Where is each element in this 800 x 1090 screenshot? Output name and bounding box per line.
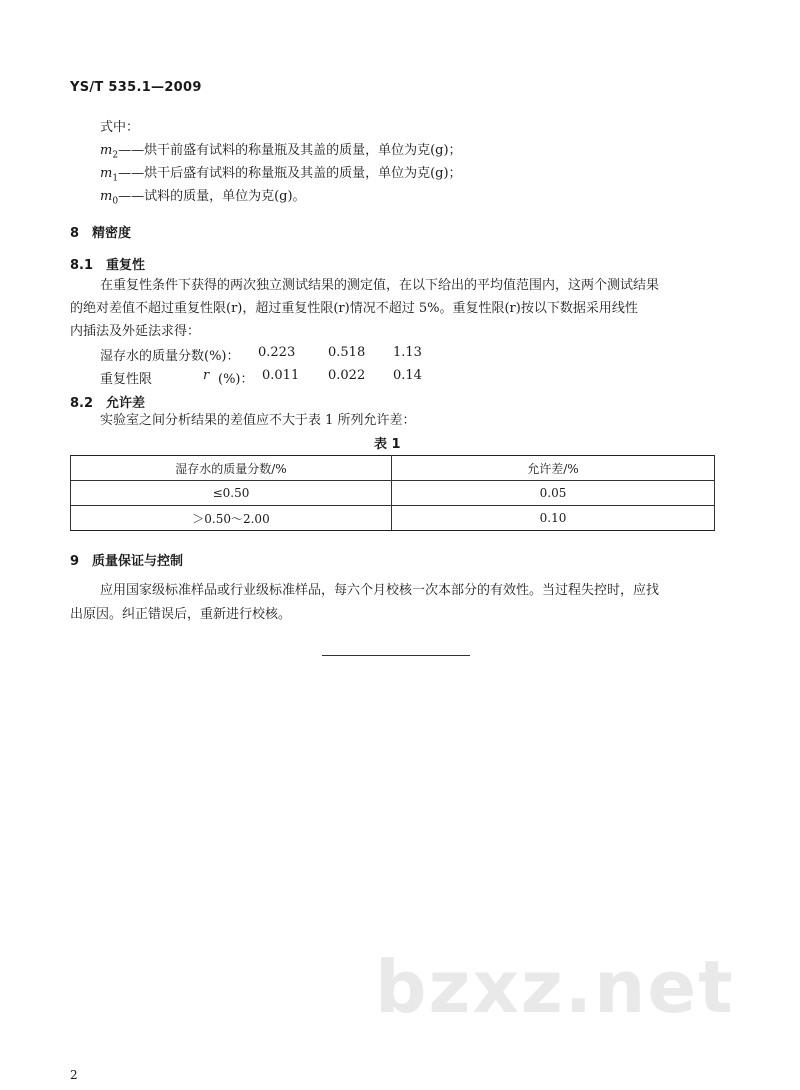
legend-subscript: 0 bbox=[112, 196, 119, 207]
legend-text: ——烘干后盛有试料的称量瓶及其盖的质量，单位为克(g)； bbox=[118, 166, 462, 181]
unit-label: (%)： bbox=[218, 372, 254, 387]
value-cell: 0.14 bbox=[393, 368, 422, 383]
allowable-difference-table bbox=[70, 455, 715, 531]
legend-symbol: m bbox=[100, 166, 113, 181]
column-header: 湿存水的质量分数/% bbox=[71, 456, 392, 481]
legend-text: ——试料的质量，单位为克(g)。 bbox=[118, 189, 306, 204]
paragraph-line: 在重复性条件下获得的两次独立测试结果的测定值，在以下给出的平均值范围内，这两个测试结果 bbox=[100, 278, 660, 293]
section-8-2-heading: 8.2 允许差 bbox=[70, 396, 146, 411]
end-rule bbox=[322, 655, 470, 656]
legend-symbol: m bbox=[100, 143, 113, 158]
value-cell: 0.223 bbox=[258, 345, 296, 360]
section-9-heading: 9 质量保证与控制 bbox=[70, 554, 184, 569]
table-row bbox=[71, 506, 715, 531]
value-cell: 1.13 bbox=[393, 345, 422, 360]
legend-subscript: 1 bbox=[112, 173, 119, 184]
row-label: 湿存水的质量分数(%)： bbox=[100, 349, 240, 364]
table-cell: ＞0.50～2.00 bbox=[71, 506, 392, 531]
watermark: bzxz.net bbox=[375, 945, 735, 1029]
value-cell: 0.011 bbox=[262, 368, 300, 383]
legend-subscript: 2 bbox=[112, 150, 119, 161]
row-label: 重复性限 bbox=[100, 372, 153, 387]
section-8-heading: 8 精密度 bbox=[70, 226, 132, 241]
paragraph-line: 实验室之间分析结果的差值应不大于表 1 所列允许差： bbox=[100, 413, 416, 428]
column-header: 允许差/% bbox=[392, 456, 715, 481]
section-8-1-heading: 8.1 重复性 bbox=[70, 258, 146, 273]
paragraph-line: 出原因。纠正错误后，重新进行校核。 bbox=[70, 607, 292, 622]
paragraph-line: 应用国家级标准样品或行业级标准样品，每六个月校核一次本部分的有效性。当过程失控时，应找 bbox=[100, 583, 660, 598]
document-id: YS/T 535.1—2009 bbox=[70, 80, 202, 95]
legend-item-m0 bbox=[100, 186, 306, 213]
value-cell: 0.022 bbox=[328, 368, 366, 383]
table-cell: 0.10 bbox=[392, 506, 715, 531]
value-cell: 0.518 bbox=[328, 345, 366, 360]
table-title: 表 1 bbox=[374, 437, 401, 452]
formula-legend-intro: 式中： bbox=[100, 120, 140, 135]
paragraph-line: 内插法及外延法求得： bbox=[70, 324, 201, 339]
paragraph-line: 的绝对差值不超过重复性限(r)，超过重复性限(r)情况不超过 5%。重复性限(r)按以下数据采用线性 bbox=[70, 301, 638, 316]
legend-text: ——烘干前盛有试料的称量瓶及其盖的质量，单位为克(g)； bbox=[118, 143, 462, 158]
legend-symbol: m bbox=[100, 189, 113, 204]
table-row bbox=[71, 481, 715, 506]
symbol-r: r bbox=[203, 368, 210, 383]
page-number: 2 bbox=[70, 1068, 78, 1082]
table-cell: 0.05 bbox=[392, 481, 715, 506]
table-cell: ≤0.50 bbox=[71, 481, 392, 506]
table-header-row bbox=[71, 456, 715, 481]
